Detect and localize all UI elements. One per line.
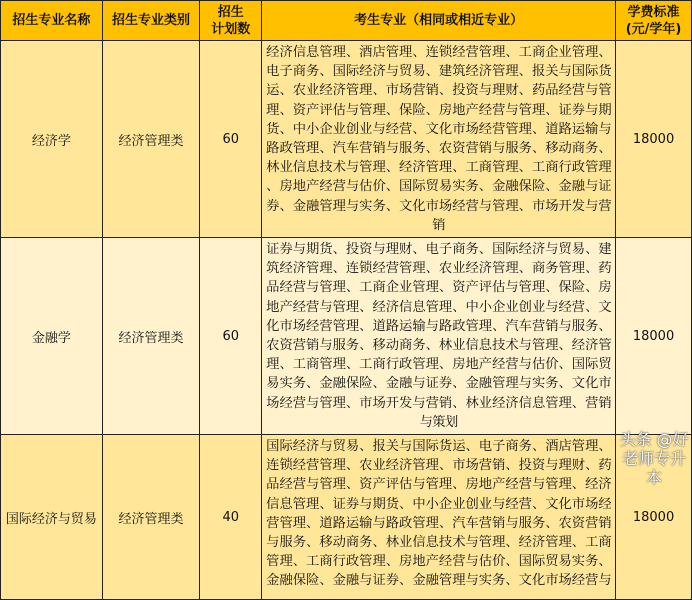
majors-line: 、房地产经营与估价、国际贸易实务、金融保险、金融与证	[266, 179, 612, 195]
majors-line: 地产经营与管理、经济信息管理、中小企业创业与经营、文	[266, 299, 612, 315]
header-fee-line1: 学费标准	[627, 4, 680, 20]
major-category-cell: 经济管理类	[102, 238, 200, 435]
header-fee-line2: (元/学年)	[625, 21, 682, 37]
majors-line: 管理、工商行政管理、房地产经营与估价、国际贸易实务、	[266, 554, 612, 570]
major-name-cell: 经济学	[1, 41, 103, 238]
header-plan-line1: 招生	[217, 4, 244, 20]
majors-line: 品经营与管理、工商企业管理、资产评估与管理、保险、房	[266, 280, 612, 296]
majors-line: 易实务、金融保险、金融与证券、金融管理与实务、文化市	[266, 376, 612, 392]
header-plan	[200, 1, 262, 41]
majors-line: 国际经济与贸易、报关与国际货运、电子商务、酒店管理、	[266, 439, 612, 455]
eligible-majors-cell	[262, 435, 616, 600]
majors-line: 运、农业经济管理、市场营销、投资与理财、药品经营与管	[266, 83, 612, 99]
majors-line: 信息管理、证券与期货、中小企业创业与经营、文化市场经	[266, 496, 612, 512]
majors-line: 金融保险、金融与证券、金融管理与实务、文化市场经营与	[266, 573, 612, 589]
eligible-majors-cell	[262, 41, 616, 238]
majors-line: 路政管理、汽车营销与服务、农资营销与服务、移动商务、	[266, 141, 612, 157]
table-header-row	[1, 1, 692, 41]
fee-cell: 18000	[616, 238, 692, 435]
majors-line: 理、资产评估与管理、保险、房地产经营与管理、证券与期	[266, 102, 612, 118]
header-major-category: 招生专业类别	[102, 1, 200, 41]
majors-line: 筑经济管理、连锁经营管理、农业经济管理、商务管理、药	[266, 261, 612, 277]
table-row	[1, 435, 692, 600]
table-row	[1, 41, 692, 238]
major-name-cell: 金融学	[1, 238, 103, 435]
plan-count-cell: 60	[200, 41, 262, 238]
major-category-cell: 经济管理类	[102, 435, 200, 600]
majors-line: 与服务、移动商务、林业信息技术与管理、经济管理、工商	[266, 535, 612, 551]
header-major-name: 招生专业名称	[1, 1, 103, 41]
majors-line: 林业信息技术与管理、经济管理、工商管理、工商行政管理	[266, 160, 612, 176]
major-category-cell: 经济管理类	[102, 41, 200, 238]
majors-line: 农资营销与服务、移动商务、林业信息技术与管理、经济管	[266, 338, 612, 354]
plan-count-cell: 40	[200, 435, 262, 600]
eligible-majors-cell	[262, 238, 616, 435]
majors-line: 经济信息管理、酒店管理、连锁经营管理、工商企业管理、	[266, 45, 612, 60]
majors-line: 营管理、道路运输与路政管理、汽车营销与服务、农资营销	[266, 515, 612, 531]
watermark: 头条 @好老师专升本	[619, 430, 689, 487]
majors-line: 证券与期货、投资与理财、电子商务、国际经济与贸易、建	[266, 242, 612, 258]
fee-cell: 18000	[616, 435, 692, 600]
majors-line: 化市场经营管理、道路运输与路政管理、汽车营销与服务、	[266, 318, 612, 334]
majors-line: 销	[432, 217, 445, 233]
majors-line: 连锁经营管理、农业经济管理、市场营销、投资与理财、药	[266, 458, 612, 474]
majors-line: 场经营与管理、市场开发与营销、林业经济信息管理、营销	[266, 395, 612, 411]
majors-line: 券、金融管理与实务、文化市场经营与管理、市场开发与营	[266, 198, 612, 214]
majors-line: 电子商务、国际经济与贸易、建筑经济管理、报关与国际货	[266, 64, 612, 80]
header-eligible-majors: 考生专业（相同或相近专业）	[262, 1, 616, 41]
majors-line: 货、中小企业创业与经营、文化市场经营管理、道路运输与	[266, 121, 612, 137]
majors-line: 与策划	[419, 414, 458, 430]
fee-cell: 18000	[616, 41, 692, 238]
majors-line: 理、工商管理、工商行政管理、房地产经营与估价、国际贸	[266, 357, 612, 373]
header-plan-line2: 计划数	[211, 21, 251, 37]
major-name-cell: 国际经济与贸易	[1, 435, 103, 600]
table-row	[1, 238, 692, 435]
header-fee	[616, 1, 692, 41]
majors-line: 品经营与管理、资产评估与管理、房地产经营与管理、经济	[266, 477, 612, 493]
plan-count-cell: 60	[200, 238, 262, 435]
